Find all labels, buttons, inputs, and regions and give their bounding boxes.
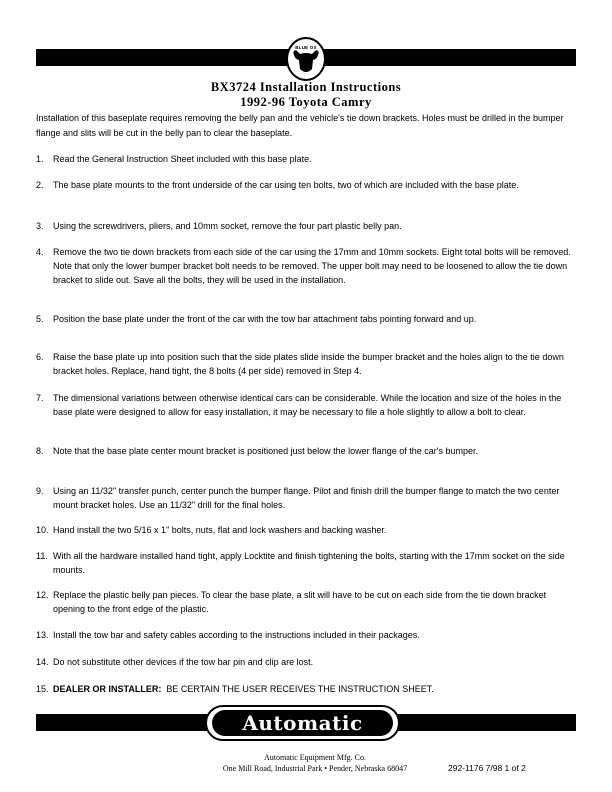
step-text: Note that the base plate center mount bracket is positioned just below the lower flange of the car's bumper. — [53, 446, 478, 456]
step-number: 7. — [36, 393, 44, 403]
document-number: 292-1176 7/98 1 of 2 — [448, 763, 526, 773]
automatic-logo — [205, 705, 400, 741]
step-1 — [36, 152, 576, 166]
step-text: The dimensional variations between otherwise identical cars can be considerable. While the location and size of the holes in the base plate were designed to allow for easy installation, it may be necessary to file a hole slightly to allow a bolt to clear. — [53, 393, 562, 417]
step-13 — [36, 628, 576, 642]
step-number: 13. — [36, 630, 49, 640]
page-title: BX3724 Installation Instructions — [210, 80, 402, 94]
step-text: Hand install the two 5/16 x 1" bolts, nuts, flat and lock washers and backing washer. — [53, 525, 387, 535]
step-14 — [36, 655, 576, 669]
step-number: 3. — [36, 221, 44, 231]
step-4 — [36, 245, 576, 287]
blue-ox-logo — [286, 37, 326, 81]
automatic-logo-text: Automatic — [212, 710, 393, 736]
step-12 — [36, 588, 576, 616]
ox-head-icon — [290, 41, 322, 79]
dealer-installer-label: DEALER OR INSTALLER: — [53, 684, 162, 694]
step-text: Replace the plastic belly pan pieces. To clear the base plate, a slit will have to be cut on each side from the tie down bracket opening to the front edge of the plastic. — [53, 590, 547, 614]
step-number: 10. — [36, 525, 49, 535]
step-text: Install the tow bar and safety cables according to the instructions included in their packages. — [53, 630, 420, 640]
dealer-installer-notice: BE CERTAIN THE USER RECEIVES THE INSTRUCTION SHEET. — [166, 684, 434, 694]
step-5 — [36, 312, 576, 326]
step-text: Position the base plate under the front of the car with the tow bar attachment tabs pointing forward and up. — [53, 314, 477, 324]
step-text: Raise the base plate up into position such that the side plates slide inside the bumper bracket and the holes align to the tie down bracket holes. Replace, hand tight, the 8 bolts (4 per side) removed in Step 4. — [53, 352, 564, 376]
step-9 — [36, 484, 576, 512]
step-text: Using the screwdrivers, pliers, and 10mm socket, remove the four part plastic belly pan. — [53, 221, 402, 231]
logo-text: BLUE OX — [295, 45, 317, 50]
step-number: 5. — [36, 314, 44, 324]
step-number: 12. — [36, 590, 49, 600]
step-number: 9. — [36, 486, 44, 496]
step-number: 1. — [36, 154, 44, 164]
step-text: The base plate mounts to the front underside of the car using ten bolts, two of which are included with the base plate. — [53, 180, 519, 190]
intro-paragraph: Installation of this baseplate requires removing the belly pan and the vehicle's tie down brackets. Holes must be drilled in the bumper flange and slits will be cut in the belly pan to clear the baseplate. — [36, 113, 564, 138]
step-2 — [36, 178, 576, 192]
step-10 — [36, 523, 576, 537]
step-number: 8. — [36, 446, 44, 456]
step-number: 4. — [36, 247, 44, 257]
step-text: Remove the two tie down brackets from each side of the car using the 17mm and 10mm sockets. Eight total bolts will be removed. Note that only the lower bumper bracket bolt needs to be removed. The upper bolt may need to be loosened to allow the tie down bracket to slide out. Save all the bolts, they will be used in the installation. — [53, 247, 571, 285]
company-address: One Mill Road, Industrial Park • Pender, Nebraska 68047 — [222, 764, 408, 773]
company-info — [150, 752, 480, 774]
step-number: 6. — [36, 352, 44, 362]
company-name: Automatic Equipment Mfg. Co. — [264, 753, 366, 762]
step-text: Using an 11/32" transfer punch, center punch the bumper flange. Pilot and finish drill the bumper flange to match the two center mount bracket holes. Use an 11/32" drill for the final holes. — [53, 486, 560, 510]
step-8 — [36, 444, 576, 458]
step-7 — [36, 391, 576, 419]
step-text: With all the hardware installed hand tight, apply Locktite and finish tightening the bolts, starting with the 17mm socket on the side mounts. — [53, 551, 565, 575]
step-11 — [36, 549, 576, 577]
step-15 — [36, 682, 576, 696]
step-number: 14. — [36, 657, 49, 667]
step-text — [53, 682, 576, 696]
step-number: 2. — [36, 180, 44, 190]
step-6 — [36, 350, 576, 378]
step-text: Read the General Instruction Sheet included with this base plate. — [53, 154, 312, 164]
step-number: 11. — [36, 551, 48, 561]
step-text: Do not substitute other devices if the tow bar pin and clip are lost. — [53, 657, 314, 667]
step-3 — [36, 219, 576, 233]
step-number: 15. — [36, 684, 49, 694]
vehicle-subtitle: 1992-96 Toyota Camry — [240, 95, 372, 109]
